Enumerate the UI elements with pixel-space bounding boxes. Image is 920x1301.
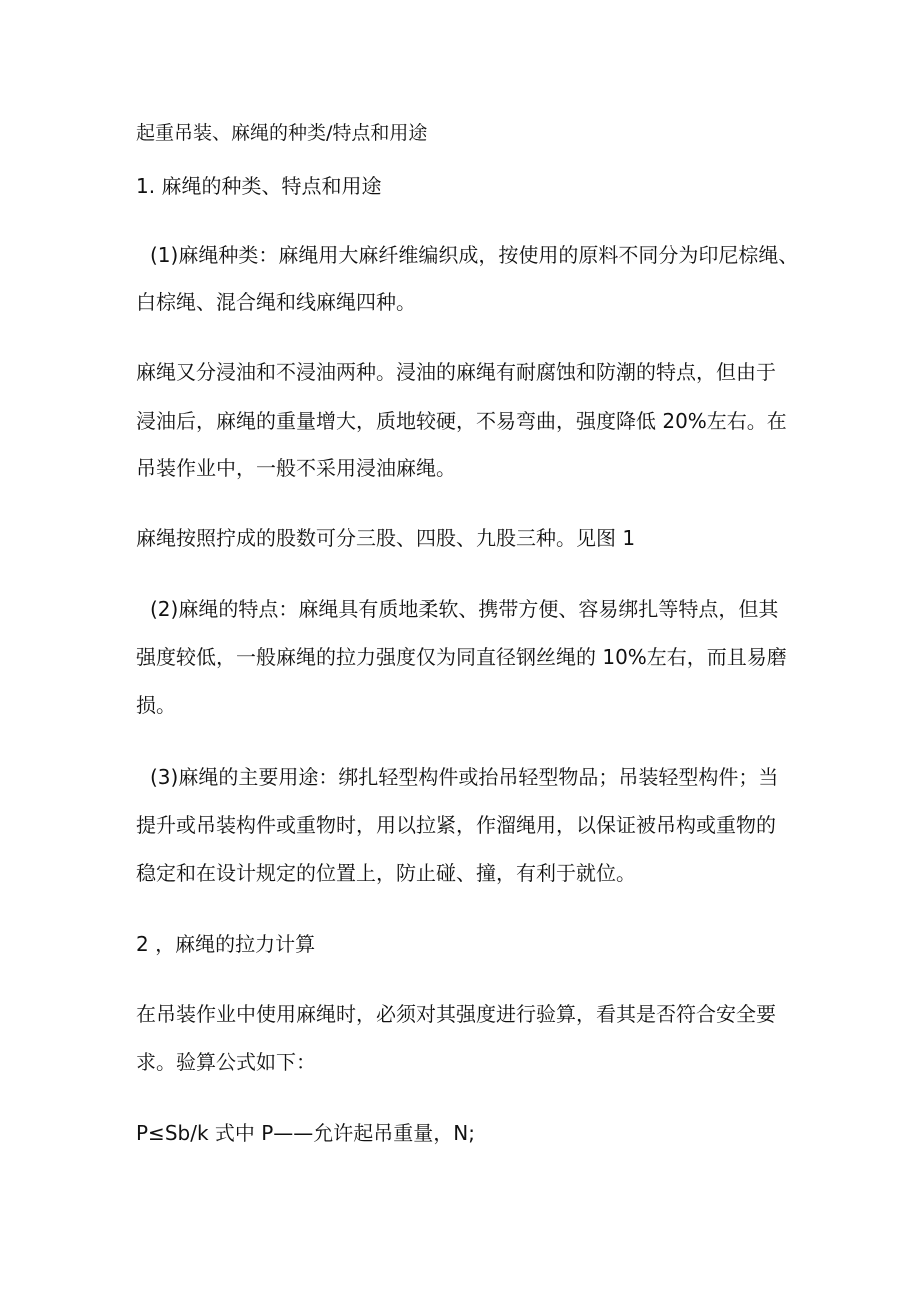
paragraph-2-line-1: 麻绳又分浸油和不浸油两种。浸油的麻绳有耐腐蚀和防潮的特点，但由于 xyxy=(136,360,776,384)
paragraph-4-line-2: 强度较低，一般麻绳的拉力强度仅为同直径钢丝绳的 10%左右，而且易磨 xyxy=(136,645,787,669)
paragraph-1-line-2: 白棕绳、混合绳和线麻绳四种。 xyxy=(136,290,416,314)
paragraph-5-line-2: 提升或吊装构件或重物时，用以拉紧，作溜绳用，以保证被吊构或重物的 xyxy=(136,813,776,837)
document-title: 起重吊装、麻绳的种类/特点和用途 xyxy=(136,122,428,144)
paragraph-5-line-3: 稳定和在设计规定的位置上，防止碰、撞，有利于就位。 xyxy=(136,861,636,885)
paragraph-2-line-3: 吊装作业中，一般不采用浸油麻绳。 xyxy=(136,456,456,480)
paragraph-1-line-1: (1)麻绳种类：麻绳用大麻纤维编织成，按使用的原料不同分为印尼棕绳、 xyxy=(150,243,799,267)
formula-line: P≤Sb/k 式中 P——允许起吊重量，N; xyxy=(136,1121,476,1145)
paragraph-4-line-3: 损。 xyxy=(136,693,176,717)
paragraph-3-line-1: 麻绳按照拧成的股数可分三股、四股、九股三种。见图 1 xyxy=(136,526,636,550)
section-1-heading: 1. 麻绳的种类、特点和用途 xyxy=(136,174,382,198)
paragraph-5-line-1: (3)麻绳的主要用途：绑扎轻型构件或抬吊轻型物品；吊装轻型构件；当 xyxy=(150,765,779,789)
paragraph-2-line-2: 浸油后，麻绳的重量增大，质地较硬，不易弯曲，强度降低 20%左右。在 xyxy=(136,409,787,433)
paragraph-6-line-1: 在吊装作业中使用麻绳时，必须对其强度进行验算，看其是否符合安全要 xyxy=(136,1002,776,1026)
paragraph-6-line-2: 求。验算公式如下： xyxy=(136,1050,316,1074)
paragraph-4-line-1: (2)麻绳的特点：麻绳具有质地柔软、携带方便、容易绑扎等特点，但其 xyxy=(150,597,779,621)
section-2-heading: 2 ，麻绳的拉力计算 xyxy=(136,932,316,956)
